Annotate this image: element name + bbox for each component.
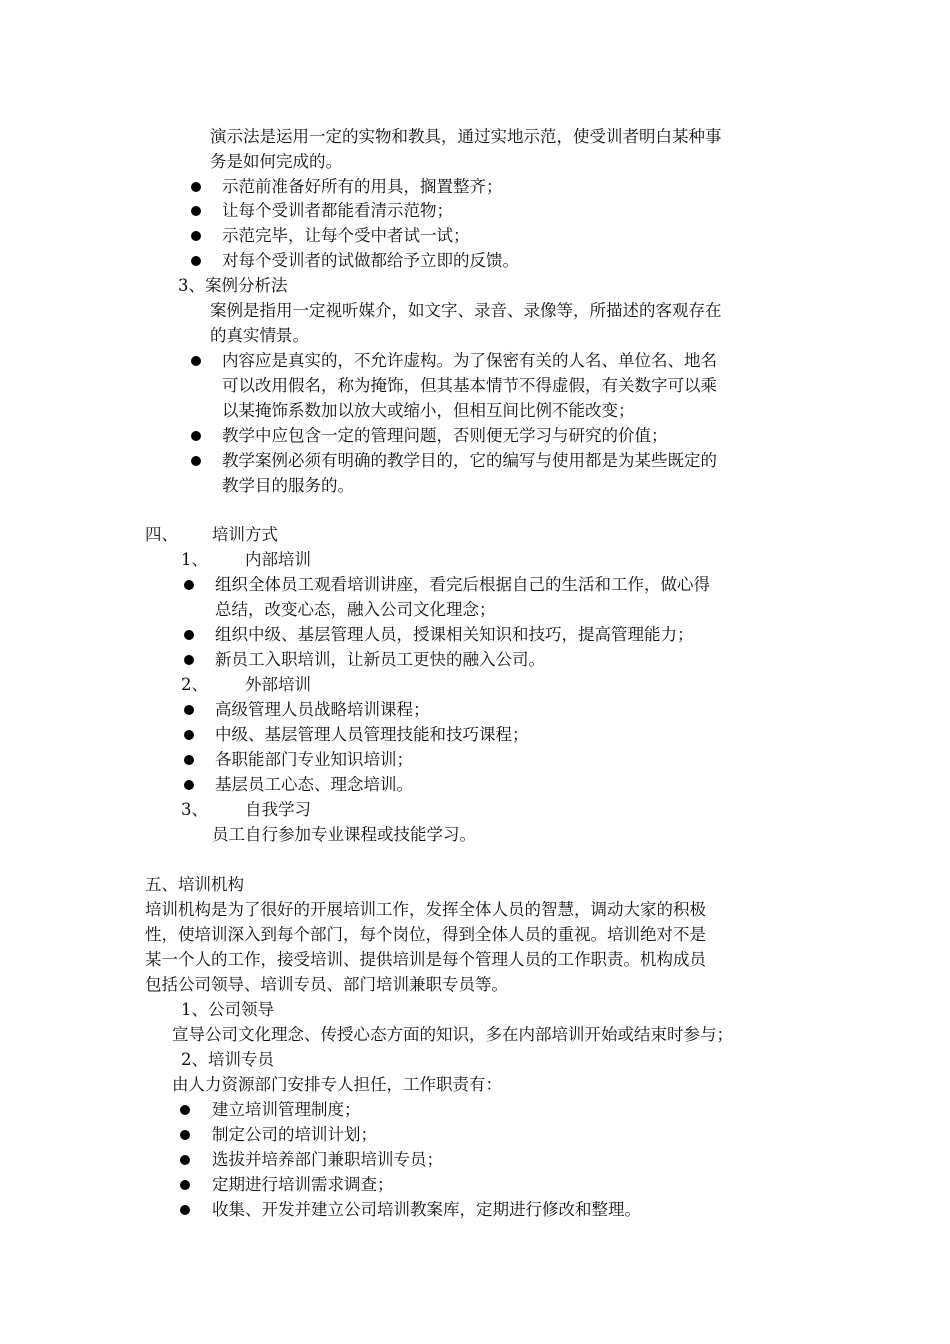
section5-sub2-text: 由人力资源部门安排专人担任，工作职责有： xyxy=(172,1075,502,1094)
case-intro-line-1: 案例是指用一定视听媒介，如文字、录音、录像等，所描述的客观存在 xyxy=(210,301,722,320)
section4-sub2-title: 外部培训 xyxy=(245,675,311,694)
section5-para-line-1: 培训机构是为了很好的开展培训工作，发挥全体人员的智慧，调动大家的积极 xyxy=(145,900,706,919)
bullet-dot-icon xyxy=(180,1155,190,1165)
section5-para-line-3: 某一个人的工作，接受培训、提供培训是每个管理人员的工作职责。机构成员 xyxy=(145,950,706,969)
bullet-dot-icon xyxy=(191,356,201,366)
bullet-dot-icon xyxy=(180,1180,190,1190)
specialist-bullet-5: 收集、开发并建立公司培训教案库，定期进行修改和整理。 xyxy=(212,1200,641,1219)
internal-bullet-2: 组织中级、基层管理人员，授课相关知识和技巧，提高管理能力； xyxy=(215,625,694,644)
section5-sub1-text: 宣导公司文化理念、传授心态方面的知识，多在内部培训开始或结束时参与； xyxy=(172,1025,733,1044)
bullet-dot-icon xyxy=(184,755,194,765)
self-study-text: 员工自行参加专业课程或技能学习。 xyxy=(212,825,476,844)
bullet-dot-icon xyxy=(180,1130,190,1140)
external-bullet-4: 基层员工心态、理念培训。 xyxy=(215,775,413,794)
section4-sub2-number: 2、 xyxy=(181,675,208,694)
case-bullet-3-line-1: 教学案例必须有明确的教学目的，它的编写与使用都是为某些既定的 xyxy=(222,451,717,470)
bullet-dot-icon xyxy=(191,256,201,266)
bullet-dot-icon xyxy=(184,580,194,590)
section5-sub1-title: 1、公司领导 xyxy=(181,1000,274,1019)
section4-sub1-title: 内部培训 xyxy=(245,550,311,569)
section4-sub1-number: 1、 xyxy=(181,550,208,569)
specialist-bullet-3: 选拔并培养部门兼职培训专员； xyxy=(212,1150,443,1169)
section5-para-line-2: 性，使培训深入到每个部门，每个岗位，得到全体人员的重视。培训绝对不是 xyxy=(145,925,706,944)
section4-sub3-title: 自我学习 xyxy=(245,800,311,819)
internal-bullet-1-line-1: 组织全体员工观看培训讲座，看完后根据自己的生活和工作，做心得 xyxy=(215,575,710,594)
case-bullet-1-line-3: 以某掩饰系数加以放大或缩小，但相互间比例不能改变； xyxy=(222,401,635,420)
section5-sub2-title: 2、培训专员 xyxy=(181,1050,274,1069)
bullet-dot-icon xyxy=(191,456,201,466)
bullet-dot-icon xyxy=(191,182,201,192)
case-heading: 3、案例分析法 xyxy=(178,276,288,295)
bullet-dot-icon xyxy=(184,705,194,715)
external-bullet-3: 各职能部门专业知识培训； xyxy=(215,750,413,769)
internal-bullet-3: 新员工入职培训，让新员工更快的融入公司。 xyxy=(215,650,545,669)
section4-number: 四、 xyxy=(145,525,178,544)
case-bullet-3-line-2: 教学目的服务的。 xyxy=(222,476,354,495)
case-bullet-1-line-1: 内容应是真实的，不允许虚构。为了保密有关的人名、单位名、地名 xyxy=(222,351,717,370)
bullet-dot-icon xyxy=(191,206,201,216)
demo-bullet-1: 示范前准备好所有的用具，搁置整齐； xyxy=(222,177,503,196)
case-bullet-1-line-2: 可以改用假名，称为掩饰，但其基本情节不得虚假，有关数字可以乘 xyxy=(222,376,717,395)
demo-bullet-2: 让每个受训者都能看清示范物； xyxy=(222,201,453,220)
bullet-dot-icon xyxy=(180,1105,190,1115)
demo-intro-line-2: 务是如何完成的。 xyxy=(210,152,342,171)
demo-intro-line-1: 演示法是运用一定的实物和教具，通过实地示范，使受训者明白某种事 xyxy=(210,127,722,146)
bullet-dot-icon xyxy=(191,431,201,441)
demo-bullet-3: 示范完毕，让每个受中者试一试； xyxy=(222,226,470,245)
section5-title: 五、培训机构 xyxy=(145,875,244,894)
section4-sub3-number: 3、 xyxy=(181,800,208,819)
external-bullet-2: 中级、基层管理人员管理技能和技巧课程； xyxy=(215,725,529,744)
bullet-dot-icon xyxy=(184,655,194,665)
bullet-dot-icon xyxy=(191,231,201,241)
demo-bullet-4: 对每个受训者的试做都给予立即的反馈。 xyxy=(222,251,519,270)
bullet-dot-icon xyxy=(184,730,194,740)
specialist-bullet-2: 制定公司的培训计划； xyxy=(212,1125,377,1144)
specialist-bullet-4: 定期进行培训需求调查； xyxy=(212,1175,394,1194)
bullet-dot-icon xyxy=(184,630,194,640)
section4-title: 培训方式 xyxy=(212,525,278,544)
bullet-dot-icon xyxy=(184,780,194,790)
case-intro-line-2: 的真实情景。 xyxy=(210,326,309,345)
case-bullet-2: 教学中应包含一定的管理问题，否则便无学习与研究的价值； xyxy=(222,426,668,445)
specialist-bullet-1: 建立培训管理制度； xyxy=(212,1100,361,1119)
external-bullet-1: 高级管理人员战略培训课程； xyxy=(215,700,430,719)
internal-bullet-1-line-2: 总结，改变心态，融入公司文化理念； xyxy=(215,600,496,619)
section5-para-line-4: 包括公司领导、培训专员、部门培训兼职专员等。 xyxy=(145,975,508,994)
bullet-dot-icon xyxy=(180,1205,190,1215)
